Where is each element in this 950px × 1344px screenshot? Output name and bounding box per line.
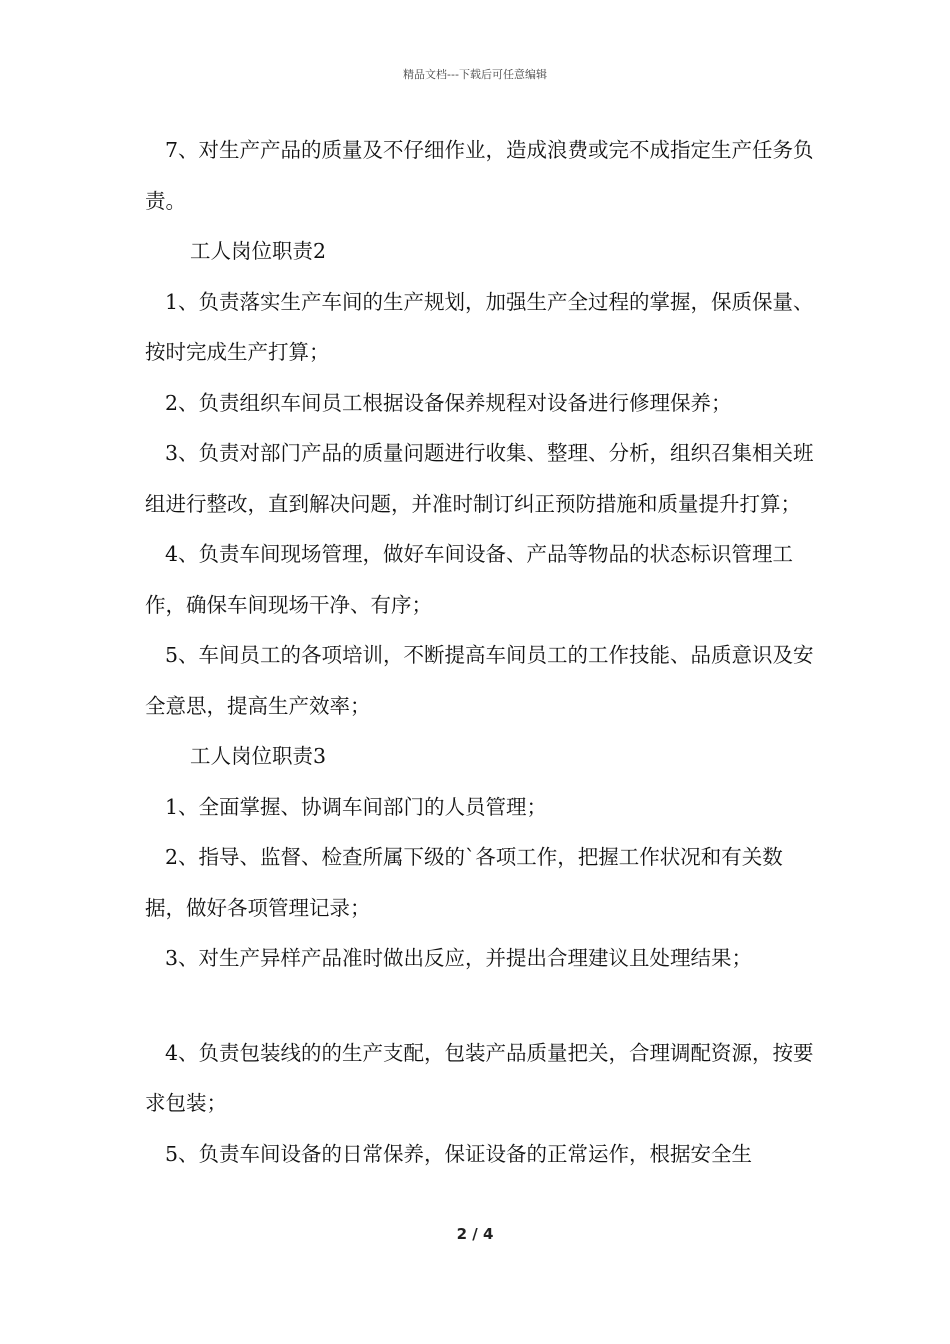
paragraph: 3、对生产异样产品准时做出反应，并提出合理建议且处理结果； <box>165 946 753 970</box>
paragraph: 5、车间员工的各项培训，不断提高车间员工的工作技能、品质意识及安全意思，提高生产效率； <box>145 643 814 718</box>
section-heading: 工人岗位职责3 <box>190 744 327 768</box>
paragraph: 2、指导、监督、检查所属下级的`各项工作，把握工作状况和有关数据，做好各项管理记录； <box>145 845 783 920</box>
document-body <box>145 125 815 1179</box>
paragraph: 4、负责车间现场管理，做好车间设备、产品等物品的状态标识管理工作，确保车间现场干净、有序； <box>145 542 794 617</box>
page-number: 2 / 4 <box>456 1225 494 1243</box>
paragraph: 7、对生产产品的质量及不仔细作业，造成浪费或完不成指定生产任务负责。 <box>145 138 814 213</box>
page-header: 精品文档---下载后可任意编辑 <box>403 68 547 81</box>
paragraph: 1、负责落实生产车间的生产规划，加强生产全过程的掌握，保质保量、按时完成生产打算； <box>145 289 814 364</box>
paragraph: 5、负责车间设备的日常保养，保证设备的正常运作，根据安全生 <box>165 1141 753 1166</box>
section-heading: 工人岗位职责2 <box>190 239 327 263</box>
paragraph: 4、负责包装线的的生产支配，包装产品质量把关，合理调配资源，按要求包装； <box>145 1040 814 1115</box>
paragraph: 3、负责对部门产品的质量问题进行收集、整理、分析，组织召集相关班组进行整改，直到解决问题，并准时制订纠正预防措施和质量提升打算； <box>145 441 814 516</box>
blank-space <box>145 984 815 1028</box>
paragraph: 2、负责组织车间员工根据设备保养规程对设备进行修理保养； <box>165 390 732 415</box>
paragraph: 1、全面掌握、协调车间部门的人员管理； <box>165 794 548 819</box>
